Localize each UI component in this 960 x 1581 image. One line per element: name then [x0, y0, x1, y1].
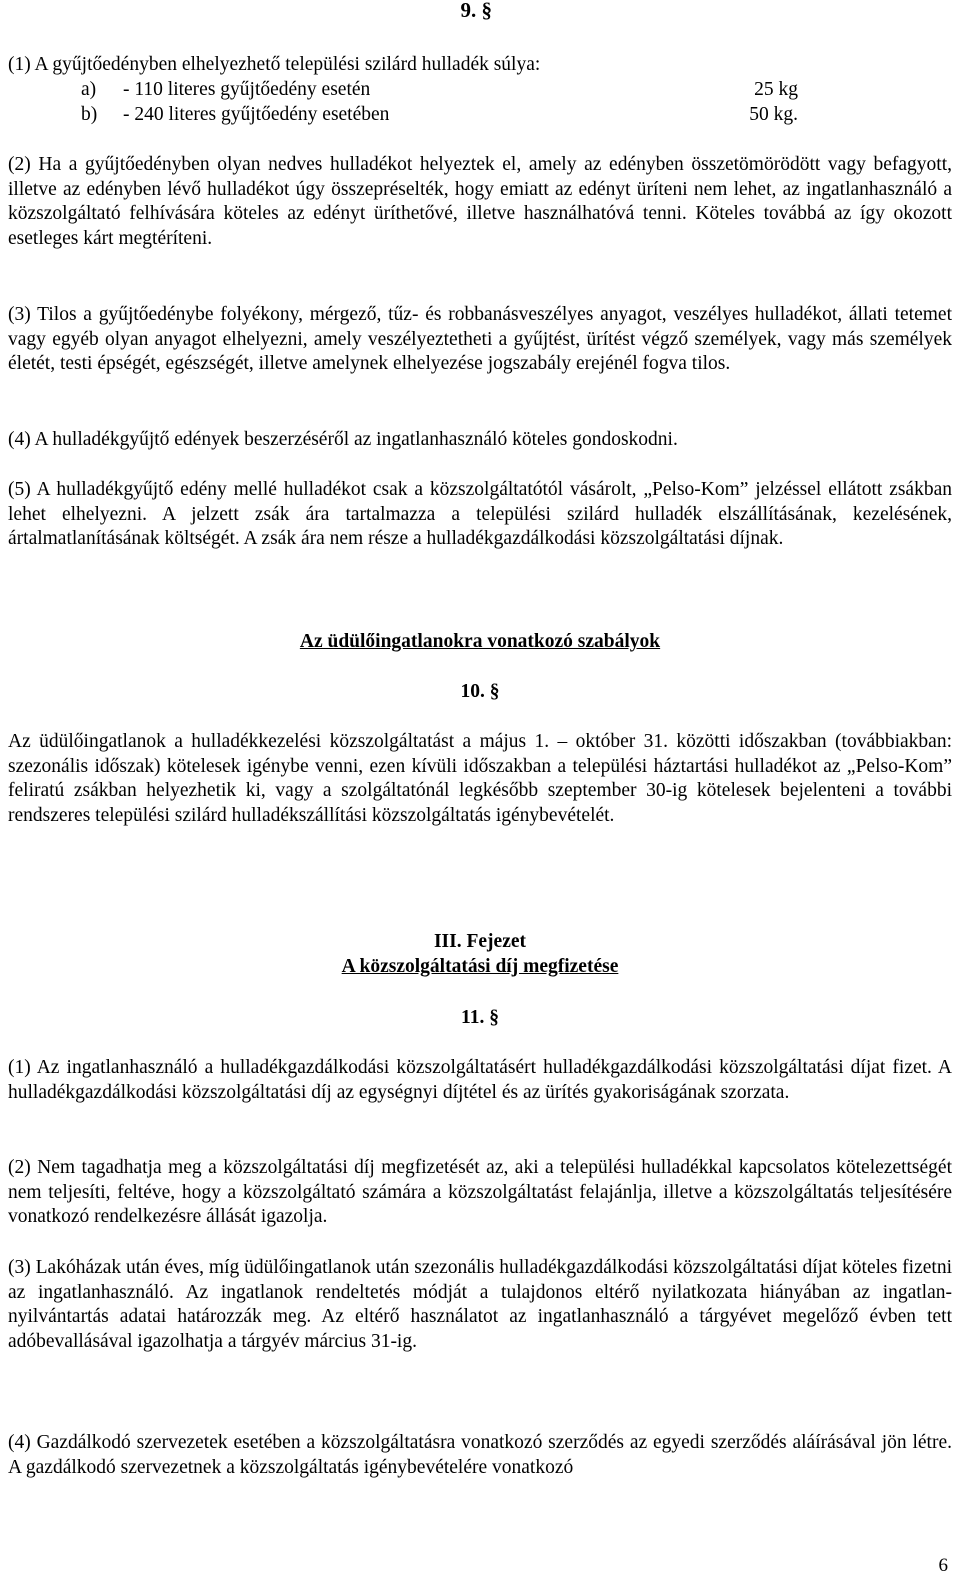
paragraph-9-2: (2) Ha a gyűjtőedényben olyan nedves hulladékot helyeztek el, amely az edényben összetömörödött vagy befagyott, illetve az edényben lévő hulladékot úgy összepréselték, hogy emiatt az edényt üríteni nem lehet, az ingatlanhasználó a közszolgáltató felhívására köteles az edényt üríthetővé, illetve használhatóvá tenni. Köteles továbbá az így okozott esetleges kárt megtéríteni.	[8, 154, 952, 249]
list-item-amount: 50 kg.	[749, 104, 798, 125]
heading-udulo-szabalyok: Az üdülőingatlanokra vonatkozó szabályok	[299, 631, 661, 652]
page-number: 6	[938, 1555, 948, 1576]
list-item-letter: b)	[81, 104, 98, 125]
list-item-amount: 25 kg	[754, 79, 798, 100]
paragraph-10: Az üdülőingatlanok a hulladékkezelési közszolgáltatást a május 1. – október 31. közötti időszakban (továbbiakban: szezonális időszak) kötelesek igénybe venni, ezen kívüli időszakban a települési háztartási hulladékot az „Pelso-Kom” feliratú zsákban helyezhetik ki, vagy a szolgáltatónál legkésőbb szeptember 30-ig kötelesek bejelenteni a további rendszeres települési szilárd hulladékszállítási közszolgáltatás igénybevételét.	[8, 731, 952, 826]
section-10-text: 10. §	[460, 681, 500, 702]
paragraph-9-4: (4) A hulladékgyűjtő edények beszerzéséről az ingatlanhasználó köteles gondoskodni.	[8, 429, 678, 450]
paragraph-11-3: (3) Lakóházak után éves, míg üdülőingatlanok után szezonális hulladékgazdálkodási közszolgáltatási díjat köteles fizetni az ingatlanhasználó. Az ingatlanok rendeltetés módját a tulajdonos eltérő nyilatkozata hiányában az ingatlan-nyilvántartás adatai határozzák meg. Az eltérő használatot az ingatlanhasználó a tárgyévet megelőző évben tett adóbevallásával igazolhatja a tárgyév március 31-ig.	[8, 1257, 952, 1352]
paragraph-9-3: (3) Tilos a gyűjtőedénybe folyékony, mérgező, tűz- és robbanásveszélyes anyagot, veszélyes hulladékot, állati tetemet vagy egyéb olyan anyagot elhelyezni, amely veszélyeztetheti a gyűjtést, ürítést végző személyek, vagy más személyek életét, testi épségét, egészségét, illetve amelynek elhelyezése jogszabály erejénél fogva tilos.	[8, 304, 952, 375]
paragraph-11-2: (2) Nem tagadhatja meg a közszolgáltatási díj megfizetését az, aki a települési hulladékkal kapcsolatos kötelezettségét nem teljesíti, feltéve, hogy a közszolgáltató számára a közszolgáltatást felajánlja, illetve a közszolgáltatás teljesítésére vonatkozó rendelkezésre állását igazolja.	[8, 1157, 952, 1228]
section-11-heading: 11. §	[461, 1007, 499, 1028]
section-9-heading: 9. §	[460, 0, 492, 22]
chapter-subtitle: A közszolgáltatási díj megfizetése	[341, 956, 619, 977]
section-10-heading	[8, 680, 952, 705]
list-item-text: - 110 literes gyűjtőedény esetén	[123, 79, 371, 100]
paragraph-9-5: (5) A hulladékgyűjtő edény mellé hulladékot csak a közszolgáltatótól vásárolt, „Pelso-Kom” jelzéssel ellátott zsákban lehet elhelyezni. A jelzett zsák ára tartalmazza a települési szilárd hulladék elszállításának, kezelésének, ártalmatlanításának költségét. A zsák ára nem része a hulladékgazdálkodási közszolgáltatási díjnak.	[8, 479, 952, 550]
paragraph-11-4: (4) Gazdálkodó szervezetek esetében a közszolgáltatásra vonatkozó szerződés az egyedi szerződés aláírásával jön létre. A gazdálkodó szervezetnek a közszolgáltatás igénybevételére vonatkozó	[8, 1432, 952, 1478]
list-item-letter: a)	[81, 79, 97, 100]
chapter-title: III. Fejezet	[433, 931, 527, 952]
paragraph-11-1: (1) Az ingatlanhasználó a hulladékgazdálkodási közszolgáltatásért hulladékgazdálkodási közszolgáltatási díjat fizet. A hulladékgazdálkodási közszolgáltatási díj az egységnyi díjtétel és az ürítés gyakoriságának szorzata.	[8, 1057, 952, 1103]
list-item-text: - 240 literes gyűjtőedény esetében	[123, 104, 390, 125]
paragraph-9-1-intro: (1) A gyűjtőedényben elhelyezhető települési szilárd hulladék súlya:	[8, 54, 541, 75]
